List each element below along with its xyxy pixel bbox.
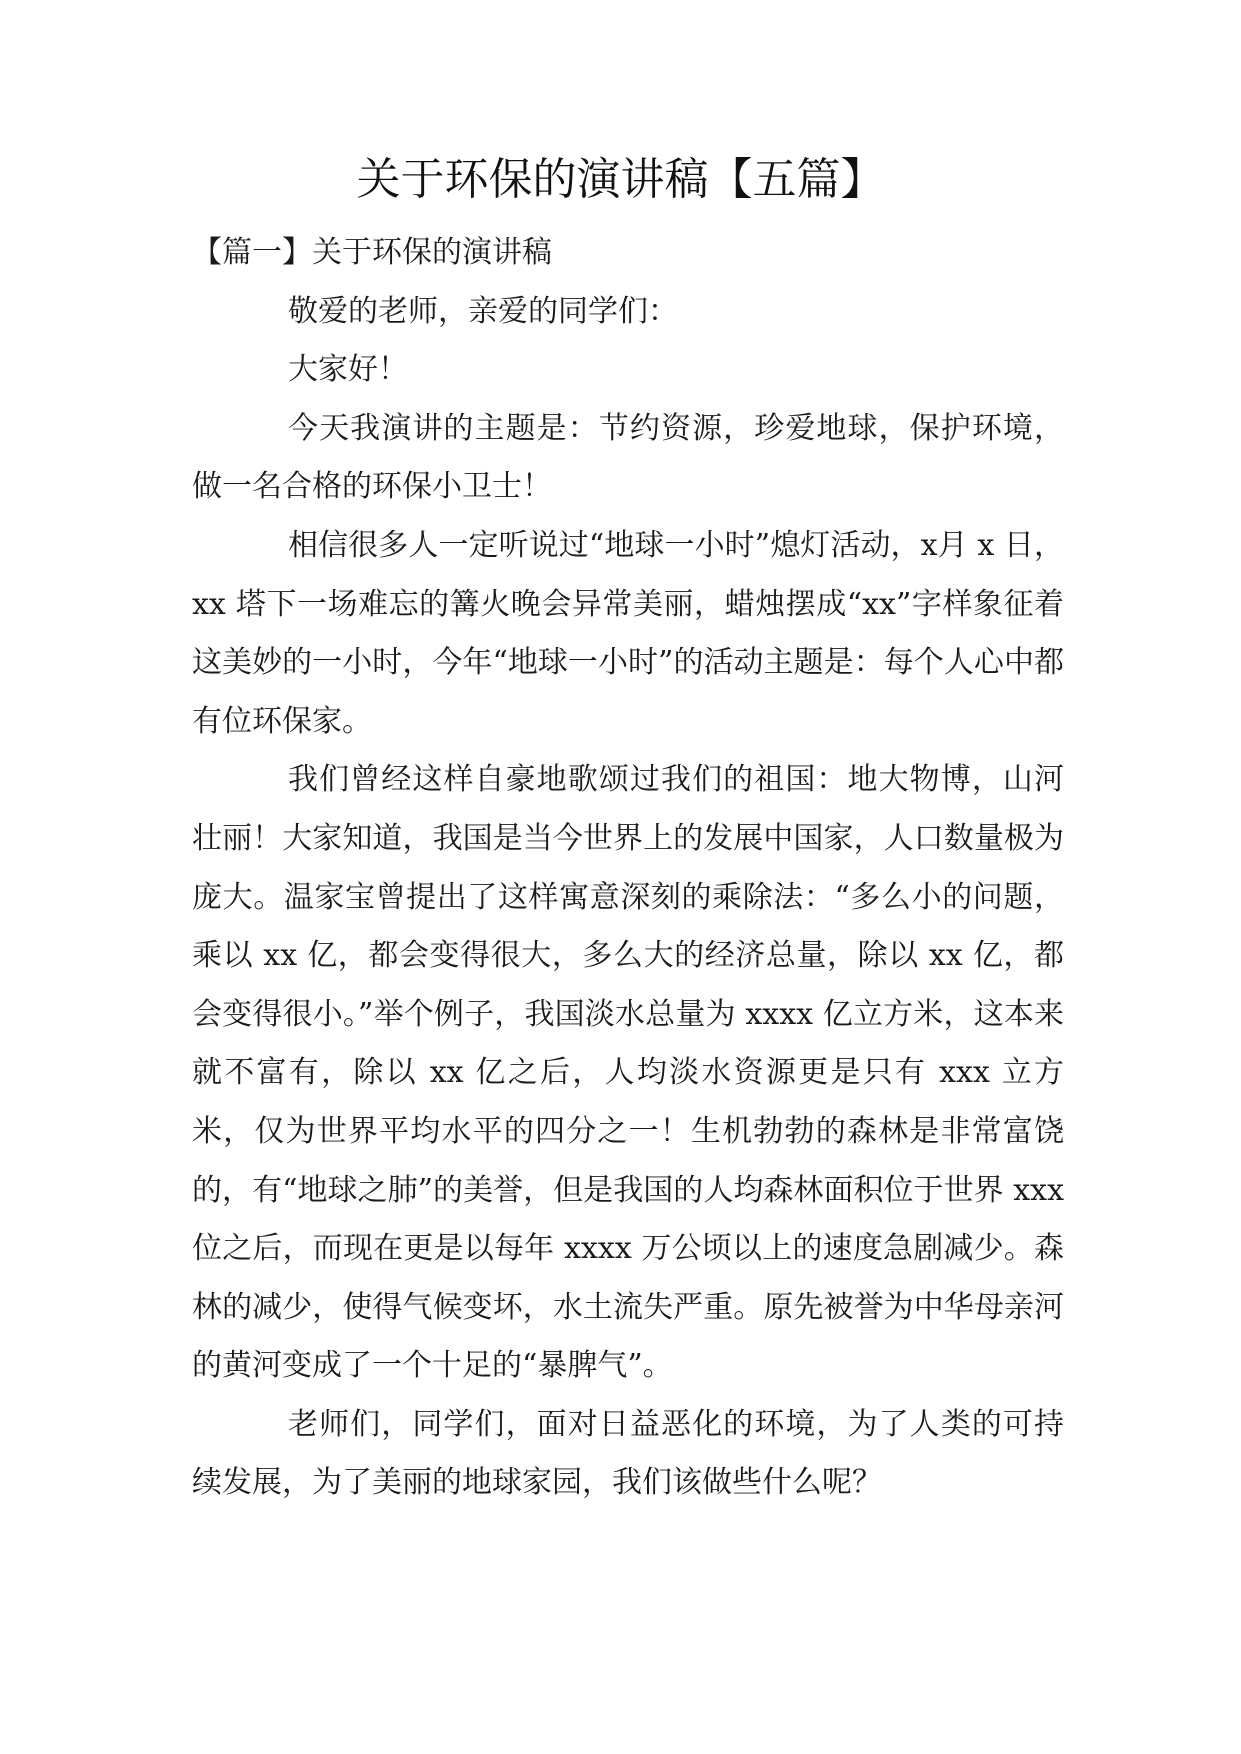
question-paragraph: 老师们，同学们，面对日益恶化的环境，为了人类的可持续发展，为了美丽的地球家园，我们该做些什么呢？ [192,1406,1064,1501]
section-heading: 【篇一】关于环保的演讲稿 [192,235,552,270]
theme-paragraph: 今天我演讲的主题是：节约资源，珍爱地球，保护环境，做一名合格的环保小卫士！ [192,410,1064,505]
greeting-paragraph: 大家好！ [288,352,408,388]
document-title: 关于环保的演讲稿【五篇】 [356,154,885,205]
resources-paragraph: 我们曾经这样自豪地歌颂过我们的祖国：地大物博，山河壮丽！大家知道，我国是当今世界上的发展中国家，人口数量极为庞大。温家宝曾提出了这样寓意深刻的乘除法：“多么小的问题，乘以 xx 亿，都会变得很大，多么大的经济总量，除以 xx 亿，都会变得很小。”举个例子，我国淡水总量为 xxxx 亿立方米，这本来就不富有，除以 xx 亿之后，人均淡水资源更是只有 xxx 立方米，仅为世界平均水平的四分之一！生机勃勃的森林是非常富饶的，有“地球之肺”的美誉，但是我国的人均森林面积位于世界 xxx 位之后，而现在更是以每年 xxxx 万公顷以上的速度急剧减少。森林的减少，使得气候变坏，水土流失严重。原先被誉为中华母亲河的黄河变成了一个十足的“暴脾气”。 [192,762,1064,1384]
salutation-paragraph: 敬爱的老师，亲爱的同学们： [288,293,678,329]
document-body [192,224,1064,1513]
earth-hour-paragraph: 相信很多人一定听说过“地球一小时”熄灯活动，x月 x 日，xx 塔下一场难忘的篝火晚会异常美丽，蜡烛摆成“xx”字样象征着这美妙的一小时，今年“地球一小时”的活动主题是：每个人心中都有位环保家。 [192,527,1064,739]
